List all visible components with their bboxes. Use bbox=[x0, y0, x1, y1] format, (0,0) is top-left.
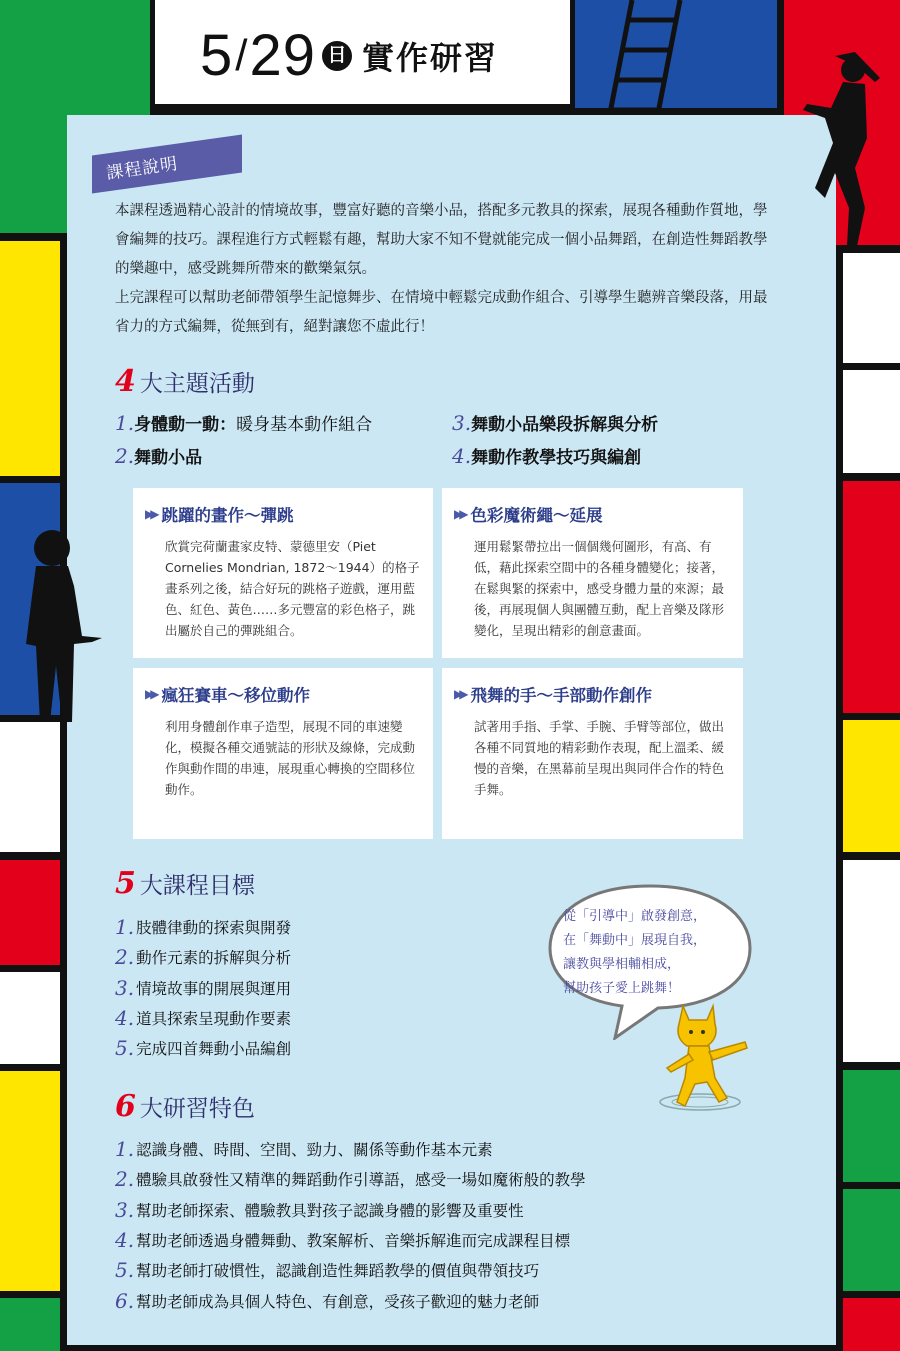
list-item: 4. 道具探索呈現動作要素 bbox=[115, 1006, 292, 1031]
card-title: 色彩魔術繩～延展 bbox=[470, 506, 603, 525]
bg-red-right bbox=[843, 481, 900, 713]
list-item: 2. 動作元素的拆解與分析 bbox=[115, 945, 292, 970]
bg-yellow-left bbox=[0, 241, 60, 476]
dancer-silhouette-right bbox=[795, 48, 887, 248]
section-themes-title: 大主題活動 bbox=[139, 371, 255, 397]
bg-white-right-2 bbox=[843, 370, 900, 473]
list-item: 1. 認識身體、時間、空間、勁力、關係等動作基本元素 bbox=[115, 1137, 493, 1162]
speech-bubble-text: 從「引導中」啟發創意， 在「舞動中」展現自我， 讓教與學相輔相成， 幫助孩子愛上跳舞！ bbox=[563, 909, 707, 996]
bg-green-left bbox=[0, 1298, 60, 1351]
activity-card-4 bbox=[442, 668, 743, 839]
card-body: 利用身體創作車子造型，展現不同的車速變化，模擬各種交通號誌的形狀及線條，完成動作與動作間的串連，展現重心轉換的空間移位動作。 bbox=[165, 719, 416, 797]
date-day: 29 bbox=[249, 23, 317, 88]
list-item: 3. 情境故事的開展與運用 bbox=[115, 975, 292, 1000]
goals-list bbox=[115, 912, 291, 1063]
date-month: 5 bbox=[200, 23, 234, 88]
date-slash: / bbox=[235, 30, 248, 80]
double-arrow-icon: ▶▶ bbox=[454, 687, 465, 701]
list-item: 2. 體驗具啟發性又精準的舞蹈動作引導語，感受一場如魔術般的教學 bbox=[115, 1167, 586, 1192]
section-features-title: 大研習特色 bbox=[139, 1096, 255, 1122]
section-goals-title: 大課程目標 bbox=[139, 873, 255, 899]
bg-white-left-2 bbox=[0, 972, 60, 1064]
double-arrow-icon: ▶▶ bbox=[454, 507, 465, 521]
bg-green-right bbox=[843, 1070, 900, 1182]
card-body: 欣賞完荷蘭畫家皮特、蒙德里安（Piet Cornelies Mondrian, 1872～1944）的格子畫系列之後，結合好玩的跳格子遊戲，運用藍色、紅色、黃色……多元豐富的彩色格子，跳出屬於自己的彈跳組合。 bbox=[165, 539, 420, 638]
intro-paragraph-1: 本課程透過精心設計的情境故事，豐富好聽的音樂小品，搭配多元教具的探索，展現各種動作質地，學會編舞的技巧。課程進行方式輕鬆有趣，幫助大家不知不覺就能完成一個小品舞蹈，在創造性舞蹈教學的樂趣中，感受跳舞所帶來的歡樂氣氛。 bbox=[115, 203, 768, 277]
double-arrow-icon: ▶▶ bbox=[145, 507, 156, 521]
theme-item-2: 2.舞動小品 bbox=[115, 444, 203, 468]
page-title bbox=[200, 22, 498, 89]
card-title: 飛舞的手～手部動作創作 bbox=[470, 686, 652, 705]
list-item: 5. 幫助老師打破慣性，認識創造性舞蹈教學的價值與帶領技巧 bbox=[115, 1258, 540, 1283]
double-arrow-icon: ▶▶ bbox=[145, 687, 156, 701]
intro-paragraph-2: 上完課程可以幫助老師帶領學生記憶舞步、在情境中輕鬆完成動作組合、引導學生聽辨音樂段落，用最省力的方式編舞，從無到有，絕對讓您不虛此行！ bbox=[115, 290, 768, 335]
theme-item-3: 3.舞動小品樂段拆解與分析 bbox=[452, 411, 659, 435]
course-description-label: 課程說明 bbox=[105, 154, 180, 184]
bg-white-right-3 bbox=[843, 860, 900, 1062]
bg-green-right-2 bbox=[843, 1189, 900, 1291]
dancing-cat-mascot-icon bbox=[655, 998, 765, 1116]
theme-item-4: 4.舞動作教學技巧與編創 bbox=[452, 444, 642, 468]
bg-red-left bbox=[0, 860, 60, 965]
child-silhouette-left bbox=[22, 526, 104, 722]
card-title: 瘋狂賽車～移位動作 bbox=[161, 686, 310, 705]
title-label: 實作研習 bbox=[362, 39, 499, 76]
list-item: 1. 肢體律動的探索與開發 bbox=[115, 915, 292, 940]
card-body: 試著用手指、手掌、手腕、手臂等部位，做出各種不同質地的精彩動作表現，配上溫柔、緩慢的音樂，在黑幕前呈現出與同伴合作的特色手舞。 bbox=[474, 719, 725, 797]
card-body: 運用鬆緊帶拉出一個個幾何圖形，有高、有低，藉此探索空間中的各種身體變化；接著，在鬆與緊的探索中，感受身體力量的來源；最後，再展現個人與團體互動，配上音樂及隊形變化，呈現出精彩的創意畫面。 bbox=[474, 539, 725, 638]
bg-white-left bbox=[0, 722, 60, 852]
intro-text bbox=[115, 197, 770, 342]
weekday-badge: 日 bbox=[322, 41, 352, 71]
section-goals-heading bbox=[115, 866, 255, 901]
activity-card-1 bbox=[133, 488, 433, 658]
theme-item-1: 1.身體動一動：暖身基本動作組合 bbox=[115, 411, 373, 435]
list-item: 6. 幫助老師成為具個人特色、有創意，受孩子歡迎的魅力老師 bbox=[115, 1288, 540, 1313]
section-themes-heading bbox=[115, 364, 255, 399]
card-title: 跳躍的畫作～彈跳 bbox=[161, 506, 294, 525]
bg-white-right bbox=[843, 253, 900, 363]
activity-card-3 bbox=[133, 668, 433, 839]
activity-card-2 bbox=[442, 488, 743, 658]
list-item: 4. 幫助老師透過身體舞動、教案解析、音樂拆解進而完成課程目標 bbox=[115, 1228, 571, 1253]
section-features-heading bbox=[115, 1089, 255, 1124]
list-item: 3. 幫助老師探索、體驗教具對孩子認識身體的影響及重要性 bbox=[115, 1197, 524, 1222]
features-list bbox=[115, 1134, 586, 1316]
section-themes-number: 4 bbox=[115, 364, 136, 399]
bg-yellow-left-2 bbox=[0, 1071, 60, 1291]
bg-red-bottomright bbox=[843, 1298, 900, 1351]
list-item: 5. 完成四首舞動小品編創 bbox=[115, 1036, 292, 1061]
section-goals-number: 5 bbox=[115, 866, 136, 901]
bg-yellow-right bbox=[843, 720, 900, 852]
section-features-number: 6 bbox=[115, 1089, 136, 1124]
